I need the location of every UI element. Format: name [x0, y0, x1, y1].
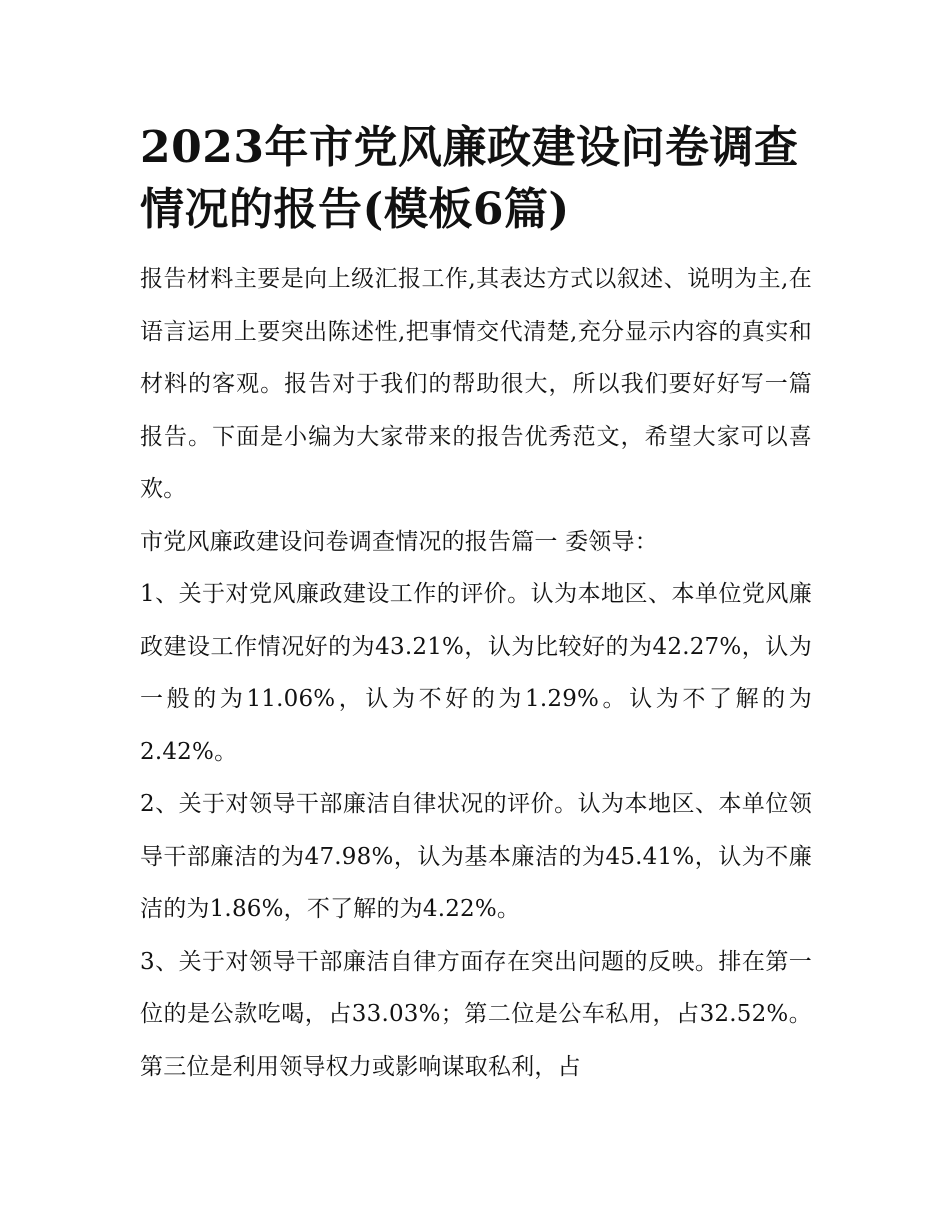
item-3-paragraph: 3、关于对领导干部廉洁自律方面存在突出问题的反映。排在第一位的是公款吃喝，占33.03%；第二位是公车私用，占32.52%。第三位是利用领导权力或影响谋取私利，占 — [140, 948, 812, 1080]
section-heading: 市党风廉政建设问卷调查情况的报告篇一 委领导： — [140, 528, 658, 555]
item-2-paragraph: 2、关于对领导干部廉洁自律状况的评价。认为本地区、本单位领导干部廉洁的为47.98%，认为基本廉洁的为45.41%，认为不廉洁的为1.86%，不了解的为4.22%。 — [140, 791, 812, 922]
document-title: 2023年市党风廉政建设问卷调查情况的报告(模板6篇) — [140, 122, 799, 235]
intro-paragraph: 报告材料主要是向上级汇报工作,其表达方式以叙述、说明为主,在语言运用上要突出陈述性,把事情交代清楚,充分显示内容的真实和材料的客观。报告对于我们的帮助很大，所以我们要好好写一篇报告。下面是小编为大家带来的报告优秀范文，希望大家可以喜欢。 — [140, 266, 812, 502]
item-1-paragraph: 1、关于对党风廉政建设工作的评价。认为本地区、本单位党风廉政建设工作情况好的为43.21%，认为比较好的为42.27%，认为一般的为11.06%，认为不好的为1.29%。认为不了解的为2.42%。 — [140, 581, 812, 765]
document-content — [140, 117, 812, 1093]
